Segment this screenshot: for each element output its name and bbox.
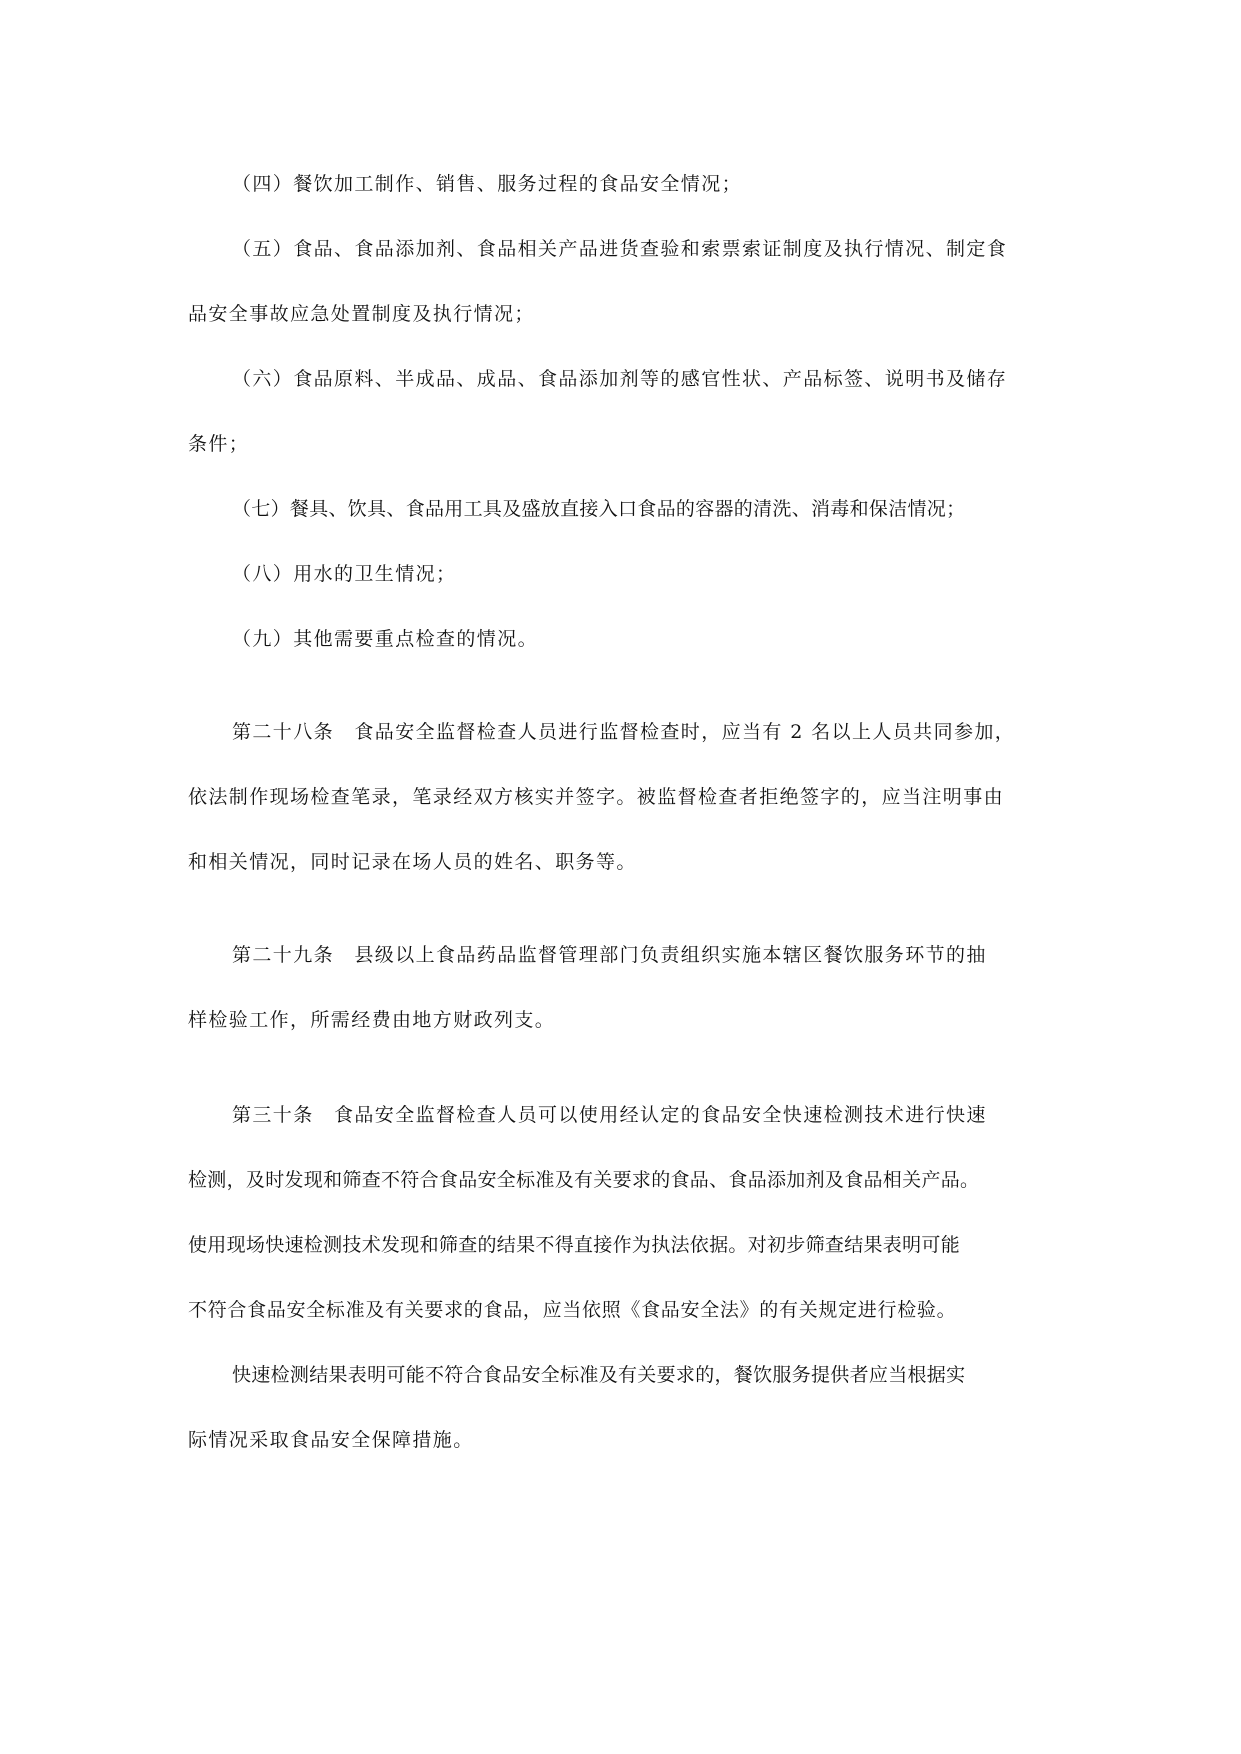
article-28-line-3: 和相关情况，同时记录在场人员的姓名、职务等。	[188, 851, 637, 873]
item-6-line-2: 条件；	[188, 433, 250, 455]
article-28-line-1: 第二十八条 食品安全监督检查人员进行监督检查时，应当有 2 名以上人员共同参加，	[232, 721, 1016, 743]
article-30-line-4: 不符合食品安全标准及有关要求的食品，应当依照《食品安全法》的有关规定进行检验。	[188, 1299, 957, 1321]
item-5-line-1: （五）食品、食品添加剂、食品相关产品进货查验和索票索证制度及执行情况、制定食	[232, 238, 1008, 260]
article-30-line-1: 第三十条 食品安全监督检查人员可以使用经认定的食品安全快速检测技术进行快速	[232, 1104, 987, 1126]
item-4-line-1: （四）餐饮加工制作、销售、服务过程的食品安全情况；	[232, 173, 743, 195]
article-30-line-2: 检测，及时发现和筛查不符合食品安全标准及有关要求的食品、食品添加剂及食品相关产品。	[188, 1169, 980, 1191]
item-5-line-2: 品安全事故应急处置制度及执行情况；	[188, 303, 535, 325]
item-9-line-1: （九）其他需要重点检查的情况。	[232, 628, 539, 650]
article-30-para-2-line-2: 际情况采取食品安全保障措施。	[188, 1429, 474, 1451]
item-7-line-1: （七）餐具、饮具、食品用工具及盛放直接入口食品的容器的清洗、消毒和保洁情况；	[232, 498, 966, 520]
article-29-line-2: 样检验工作，所需经费由地方财政列支。	[188, 1009, 556, 1031]
article-29-line-1: 第二十九条 县级以上食品药品监督管理部门负责组织实施本辖区餐饮服务环节的抽	[232, 944, 987, 966]
article-28-line-2: 依法制作现场检查笔录，笔录经双方核实并签字。被监督检查者拒绝签字的，应当注明事由	[188, 786, 1005, 808]
article-30-line-3: 使用现场快速检测技术发现和筛查的结果不得直接作为执法依据。对初步筛查结果表明可能	[188, 1234, 961, 1256]
item-8-line-1: （八）用水的卫生情况；	[232, 563, 457, 585]
article-30-para-2-line-1: 快速检测结果表明可能不符合食品安全标准及有关要求的，餐饮服务提供者应当根据实	[232, 1364, 966, 1386]
item-6-line-1: （六）食品原料、半成品、成品、食品添加剂等的感官性状、产品标签、说明书及储存	[232, 368, 1008, 390]
